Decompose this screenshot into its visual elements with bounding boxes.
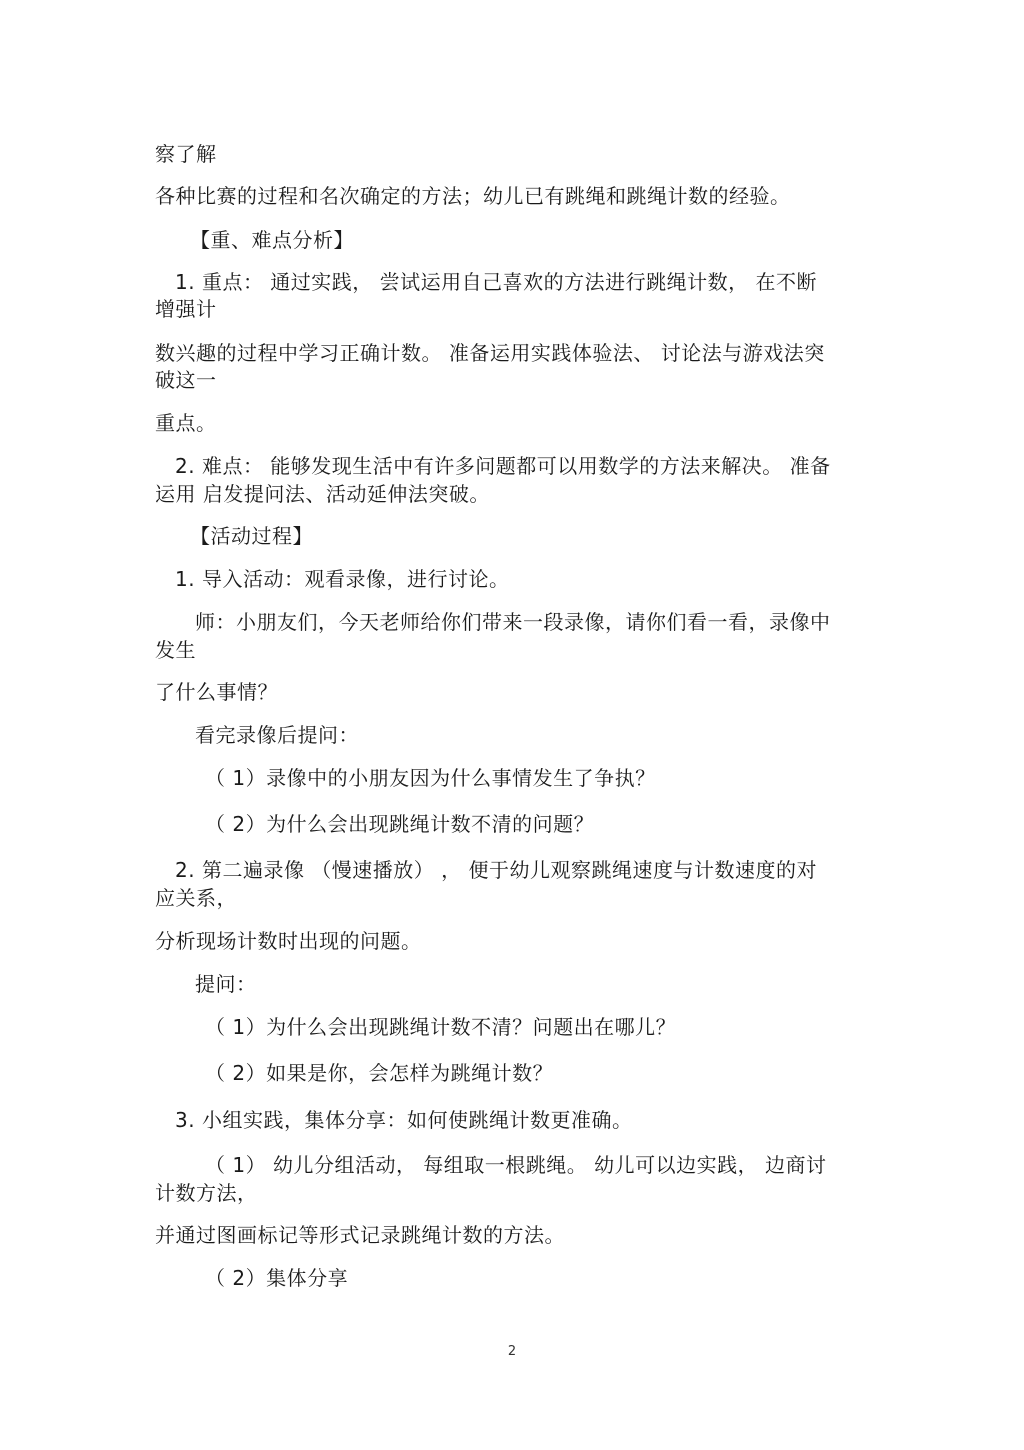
list-item: 2. 难点： 能够发现生活中有许多问题都可以用数学的方法来解决。 准备 (175, 454, 831, 478)
text-line: 分析现场计数时出现的问题。 (155, 929, 422, 953)
text-line: 并通过图画标记等形式记录跳绳计数的方法。 (155, 1223, 565, 1247)
list-item: 1. 导入活动：观看录像，进行讨论。 (175, 567, 510, 591)
list-item: （ 1）为什么会出现跳绳计数不清？问题出在哪儿？ (205, 1015, 677, 1039)
text-line: 计数方法， (155, 1181, 258, 1205)
section-heading: 【活动过程】 (190, 524, 313, 548)
text-line: 破这一 (155, 368, 217, 392)
page-number: 2 (507, 1344, 517, 1359)
list-item: （ 2）如果是你，会怎样为跳绳计数？ (205, 1061, 554, 1085)
text-line: 师：小朋友们，今天老师给你们带来一段录像，请你们看一看，录像中 (195, 610, 831, 634)
text-line: 各种比赛的过程和名次确定的方法；幼儿已有跳绳和跳绳计数的经验。 (155, 184, 791, 208)
section-heading: 【重、难点分析】 (190, 228, 354, 252)
text-line: 发生 (155, 638, 196, 662)
text-line: 察了解 (155, 142, 217, 166)
text-line: 了什么事情？ (155, 680, 278, 704)
list-item: （ 1）录像中的小朋友因为什么事情发生了争执？ (205, 766, 656, 790)
list-item: （ 2）为什么会出现跳绳计数不清的问题？ (205, 812, 595, 836)
text-line: 增强计 (155, 297, 217, 321)
list-item: 1. 重点： 通过实践， 尝试运用自己喜欢的方法进行跳绳计数， 在不断 (175, 270, 818, 294)
text-line: 数兴趣的过程中学习正确计数。 准备运用实践体验法、 讨论法与游戏法突 (155, 341, 825, 365)
text-line: 看完录像后提问： (195, 723, 359, 747)
text-line: 运用 启发提问法、活动延伸法突破。 (155, 482, 490, 506)
list-item: 2. 第二遍录像 （慢速播放） ， 便于幼儿观察跳绳速度与计数速度的对 (175, 858, 818, 882)
text-line: 应关系， (155, 886, 237, 910)
list-item: 3. 小组实践，集体分享：如何使跳绳计数更准确。 (175, 1108, 633, 1132)
text-line: 提问： (195, 972, 257, 996)
text-line: 重点。 (155, 411, 217, 435)
list-item: （ 1） 幼儿分组活动， 每组取一根跳绳。 幼儿可以边实践， 边商讨 (205, 1153, 827, 1177)
list-item: （ 2）集体分享 (205, 1266, 349, 1290)
